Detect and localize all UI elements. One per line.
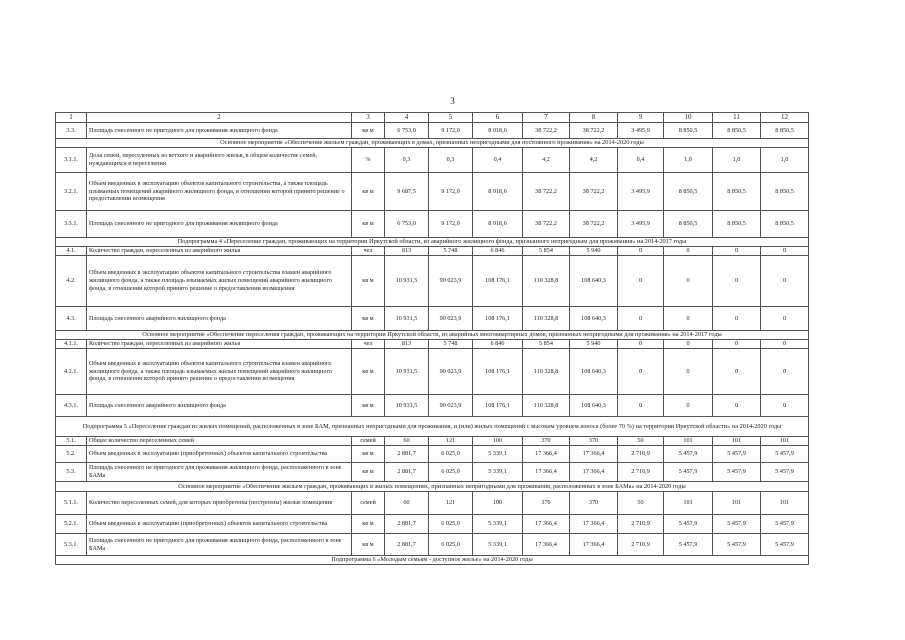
unit-cell: кв м xyxy=(352,446,385,463)
value-cell: 101 xyxy=(713,437,761,446)
value-cell: 1,0 xyxy=(664,148,713,173)
value-cell: 90 023,9 xyxy=(429,349,473,395)
value-cell: 5 457,9 xyxy=(664,446,713,463)
value-cell: 8 850,5 xyxy=(664,211,713,238)
header-cell: 5 xyxy=(429,113,473,123)
value-cell: 8 018,6 xyxy=(473,123,523,139)
indicator-name: Общее количество переселенных семей xyxy=(87,437,352,446)
value-cell: 5 457,9 xyxy=(664,515,713,534)
value-cell: 17 366,4 xyxy=(570,534,618,556)
value-cell: 5 339,1 xyxy=(473,534,523,556)
value-cell: 38 722,2 xyxy=(523,211,570,238)
value-cell: 0 xyxy=(713,247,761,256)
section-title: Подпрограмма 4 «Переселение граждан, проживающих на территории Иркутской области, из аварийного жилищного фонда, признанного непригодным для проживания» на 2014-2017 годы xyxy=(56,238,809,247)
value-cell: 5 854 xyxy=(523,247,570,256)
section-banner-row xyxy=(56,139,809,148)
table-row xyxy=(56,446,809,463)
value-cell: 60 xyxy=(385,437,429,446)
value-cell: 1,0 xyxy=(713,148,761,173)
value-cell: 1,0 xyxy=(761,148,809,173)
row-number: 5.3. xyxy=(56,463,87,482)
value-cell: 5 457,9 xyxy=(713,515,761,534)
value-cell: 6 025,0 xyxy=(429,515,473,534)
unit-cell: кв м xyxy=(352,349,385,395)
value-cell: 90 023,9 xyxy=(429,307,473,331)
value-cell: 0 xyxy=(664,349,713,395)
indicator-name: Количество граждан, переселенных из аварийного жилья xyxy=(87,247,352,256)
value-cell: 9 172,0 xyxy=(429,123,473,139)
header-cell: 10 xyxy=(664,113,713,123)
value-cell: 38 722,2 xyxy=(523,173,570,211)
indicator-name: Площадь снесенного аварийного жилищного фонда xyxy=(87,395,352,417)
value-cell: 8 850,5 xyxy=(761,173,809,211)
value-cell: 8 018,6 xyxy=(473,211,523,238)
value-cell: 6 753,0 xyxy=(385,123,429,139)
value-cell: 0 xyxy=(664,395,713,417)
value-cell: 5 457,9 xyxy=(761,534,809,556)
value-cell: 110 328,8 xyxy=(523,349,570,395)
table-row xyxy=(56,123,809,139)
section-title: Основное мероприятие «Обеспечение жильем граждан, проживающих в домах, признанных непригодными для постоянного проживания» на 2014-2020 годы xyxy=(56,139,809,148)
header-cell: 3 xyxy=(352,113,385,123)
unit-cell: кв м xyxy=(352,123,385,139)
value-cell: 5 339,1 xyxy=(473,463,523,482)
value-cell: 101 xyxy=(761,492,809,515)
value-cell: 5 457,9 xyxy=(713,534,761,556)
value-cell: 370 xyxy=(570,492,618,515)
header-cell: 4 xyxy=(385,113,429,123)
value-cell: 10 931,5 xyxy=(385,349,429,395)
value-cell: 3 495,9 xyxy=(618,173,664,211)
value-cell: 5 457,9 xyxy=(761,515,809,534)
value-cell: 5 854 xyxy=(523,340,570,349)
indicator-name: Площадь снесенного не пригодного для проживания жилищного фонда xyxy=(87,211,352,238)
row-number: 5.2.1. xyxy=(56,515,87,534)
value-cell: 8 850,5 xyxy=(761,123,809,139)
value-cell: 17 366,4 xyxy=(570,446,618,463)
unit-cell: кв м xyxy=(352,463,385,482)
header-cell: 11 xyxy=(713,113,761,123)
row-number: 4.3. xyxy=(56,307,87,331)
value-cell: 3 495,9 xyxy=(618,123,664,139)
value-cell: 0 xyxy=(713,340,761,349)
unit-cell: кв м xyxy=(352,307,385,331)
value-cell: 10 931,5 xyxy=(385,307,429,331)
section-banner-row xyxy=(56,556,809,565)
row-number: 5.2. xyxy=(56,446,87,463)
value-cell: 38 722,2 xyxy=(523,123,570,139)
row-number: 4.1.1. xyxy=(56,340,87,349)
value-cell: 6 025,0 xyxy=(429,463,473,482)
unit-cell: кв м xyxy=(352,515,385,534)
unit-cell: семей xyxy=(352,492,385,515)
value-cell: 0 xyxy=(713,349,761,395)
row-number: 4.2. xyxy=(56,256,87,307)
value-cell: 100 xyxy=(473,492,523,515)
section-banner-row xyxy=(56,331,809,340)
value-cell: 17 366,4 xyxy=(570,463,618,482)
value-cell: 0 xyxy=(664,256,713,307)
header-cell: 7 xyxy=(523,113,570,123)
value-cell: 6 025,0 xyxy=(429,446,473,463)
value-cell: 370 xyxy=(523,437,570,446)
value-cell: 5 457,9 xyxy=(761,446,809,463)
row-number: 5.3.1. xyxy=(56,534,87,556)
value-cell: 5 457,9 xyxy=(761,463,809,482)
indicator-name: Площадь снесенного аварийного жилищного фонда xyxy=(87,307,352,331)
value-cell: 10 931,5 xyxy=(385,395,429,417)
value-cell: 370 xyxy=(570,437,618,446)
value-cell: 8 850,5 xyxy=(713,211,761,238)
value-cell: 0 xyxy=(761,340,809,349)
value-cell: 38 722,2 xyxy=(570,173,618,211)
table-row xyxy=(56,349,809,395)
value-cell: 17 366,4 xyxy=(523,534,570,556)
value-cell: 108 176,1 xyxy=(473,395,523,417)
value-cell: 5 339,1 xyxy=(473,446,523,463)
value-cell: 110 328,8 xyxy=(523,256,570,307)
value-cell: 6 846 xyxy=(473,247,523,256)
value-cell: 0 xyxy=(664,247,713,256)
section-title: Основное мероприятие «Обеспечение жильем граждан, проживающих в жилых помещениях, признанных непригодными для проживания, расположенных в зоне БАМа» на 2014-2020 годы xyxy=(56,482,809,492)
value-cell: 38 722,2 xyxy=(570,123,618,139)
value-cell: 0,3 xyxy=(385,148,429,173)
unit-cell: кв м xyxy=(352,211,385,238)
row-number: 3.3.1. xyxy=(56,211,87,238)
value-cell: 0 xyxy=(618,256,664,307)
value-cell: 101 xyxy=(664,492,713,515)
value-cell: 100 xyxy=(473,437,523,446)
value-cell: 108 640,3 xyxy=(570,395,618,417)
header-cell: 8 xyxy=(570,113,618,123)
value-cell: 5 457,9 xyxy=(664,534,713,556)
value-cell: 3 495,9 xyxy=(618,211,664,238)
value-cell: 9 172,0 xyxy=(429,211,473,238)
header-cell: 6 xyxy=(473,113,523,123)
value-cell: 121 xyxy=(429,492,473,515)
value-cell: 17 366,4 xyxy=(523,463,570,482)
header-cell: 12 xyxy=(761,113,809,123)
table-row xyxy=(56,173,809,211)
value-cell: 9 172,0 xyxy=(429,173,473,211)
value-cell: 5 457,9 xyxy=(713,446,761,463)
indicator-name: Площадь снесенного не пригодного для проживания жилищного фонда xyxy=(87,123,352,139)
row-number: 3.3. xyxy=(56,123,87,139)
table-row xyxy=(56,492,809,515)
row-number: 4.3.1. xyxy=(56,395,87,417)
value-cell: 2 710,9 xyxy=(618,515,664,534)
value-cell: 2 710,9 xyxy=(618,534,664,556)
value-cell: 110 328,8 xyxy=(523,395,570,417)
unit-cell: семей xyxy=(352,437,385,446)
value-cell: 9 687,5 xyxy=(385,173,429,211)
table-row xyxy=(56,211,809,238)
value-cell: 17 366,4 xyxy=(523,446,570,463)
table-body xyxy=(56,113,809,565)
indicator-name: Площадь снесенного не пригодного для проживания жилищного фонда, расположенного в зоне БАМа xyxy=(87,534,352,556)
unit-cell: кв м xyxy=(352,534,385,556)
value-cell: 108 640,3 xyxy=(570,256,618,307)
value-cell: 0 xyxy=(618,247,664,256)
table-row xyxy=(56,307,809,331)
value-cell: 121 xyxy=(429,437,473,446)
table-row xyxy=(56,437,809,446)
value-cell: 17 366,4 xyxy=(523,515,570,534)
value-cell: 50 xyxy=(618,492,664,515)
value-cell: 108 176,1 xyxy=(473,349,523,395)
value-cell: 2 710,9 xyxy=(618,463,664,482)
value-cell: 108 176,1 xyxy=(473,307,523,331)
value-cell: 0,4 xyxy=(618,148,664,173)
value-cell: 60 xyxy=(385,492,429,515)
indicator-name: Количество граждан, переселенных из аварийного жилья xyxy=(87,340,352,349)
value-cell: 101 xyxy=(664,437,713,446)
value-cell: 4,2 xyxy=(523,148,570,173)
value-cell: 0 xyxy=(761,256,809,307)
value-cell: 813 xyxy=(385,247,429,256)
page-number: 3 xyxy=(450,96,455,106)
value-cell: 0 xyxy=(618,395,664,417)
header-row xyxy=(56,113,809,123)
unit-cell: кв м xyxy=(352,173,385,211)
unit-cell: чел xyxy=(352,247,385,256)
value-cell: 5 940 xyxy=(570,247,618,256)
indicator-name: Объем введенных в эксплуатацию (приобретенных) объектов капитального строительства xyxy=(87,446,352,463)
value-cell: 0 xyxy=(761,349,809,395)
indicator-name: Объем введенных в эксплуатацию объектов капитального строительства, а также площадь изымаемых помещений аварийного жилищного фонда, в отношении которой принято решение о предоставлении возмещения xyxy=(87,173,352,211)
table-row xyxy=(56,247,809,256)
value-cell: 5 940 xyxy=(570,340,618,349)
row-number: 5.1.1. xyxy=(56,492,87,515)
header-cell: 1 xyxy=(56,113,87,123)
value-cell: 8 850,5 xyxy=(713,123,761,139)
value-cell: 2 710,9 xyxy=(618,446,664,463)
row-number: 4.2.1. xyxy=(56,349,87,395)
header-cell: 9 xyxy=(618,113,664,123)
indicator-name: Доля семей, переселенных из ветхого и аварийного жилья, в общем количестве семей, нуждающихся в переселении xyxy=(87,148,352,173)
table-row xyxy=(56,340,809,349)
indicators-table xyxy=(55,112,809,565)
value-cell: 101 xyxy=(761,437,809,446)
value-cell: 813 xyxy=(385,340,429,349)
value-cell: 6 025,0 xyxy=(429,534,473,556)
value-cell: 108 176,1 xyxy=(473,256,523,307)
value-cell: 5 748 xyxy=(429,247,473,256)
value-cell: 5 748 xyxy=(429,340,473,349)
section-title: Подпрограмма 6 «Молодым семьям - доступное жилье» на 2014-2020 годы xyxy=(56,556,809,565)
unit-cell: кв м xyxy=(352,395,385,417)
value-cell: 0 xyxy=(618,349,664,395)
row-number: 3.1.1. xyxy=(56,148,87,173)
section-banner-row xyxy=(56,238,809,247)
indicator-name: Объем введенных в эксплуатацию объектов капитального строительства взамен аварийного жилищного фонда, а также площадь изымаемых жилых помещений аварийного жилищного фонда, в отношении которой принято решение о предоставлении возмещения xyxy=(87,256,352,307)
table-row xyxy=(56,534,809,556)
value-cell: 0,4 xyxy=(473,148,523,173)
value-cell: 8 018,6 xyxy=(473,173,523,211)
value-cell: 0 xyxy=(664,340,713,349)
value-cell: 2 881,7 xyxy=(385,534,429,556)
value-cell: 90 023,9 xyxy=(429,256,473,307)
header-cell: 2 xyxy=(87,113,352,123)
value-cell: 10 931,5 xyxy=(385,256,429,307)
value-cell: 108 640,3 xyxy=(570,349,618,395)
table-row xyxy=(56,515,809,534)
value-cell: 101 xyxy=(713,492,761,515)
value-cell: 0 xyxy=(713,307,761,331)
value-cell: 4,2 xyxy=(570,148,618,173)
row-number: 5.1. xyxy=(56,437,87,446)
value-cell: 6 753,0 xyxy=(385,211,429,238)
value-cell: 0 xyxy=(713,256,761,307)
value-cell: 0,3 xyxy=(429,148,473,173)
value-cell: 110 328,8 xyxy=(523,307,570,331)
section-banner-row xyxy=(56,482,809,492)
value-cell: 38 722,2 xyxy=(570,211,618,238)
row-number: 4.1. xyxy=(56,247,87,256)
value-cell: 5 457,9 xyxy=(664,463,713,482)
indicator-name: Площадь снесенного не пригодного для проживания жилищного фонда, расположенного в зоне БАМа xyxy=(87,463,352,482)
value-cell: 8 850,5 xyxy=(761,211,809,238)
section-title: Основное мероприятие «Обеспечение переселения граждан, проживающих на территории Иркутской области, из аварийных многоквартирных домов, признанных непригодными для проживания» на 2014-2017 годы xyxy=(56,331,809,340)
value-cell: 8 850,5 xyxy=(664,173,713,211)
table-row xyxy=(56,148,809,173)
value-cell: 17 366,4 xyxy=(570,515,618,534)
indicator-name: Объем введенных в эксплуатацию (приобретенных) объектов капитального строительства xyxy=(87,515,352,534)
value-cell: 0 xyxy=(618,307,664,331)
indicator-name: Объем введенных в эксплуатацию объектов капитального строительства взамен аварийного жилищного фонда, а также площадь изымаемых жилых помещений аварийного жилищного фонда, в отношении которой принято решение о предоставлении возмещения xyxy=(87,349,352,395)
unit-cell: чел xyxy=(352,340,385,349)
value-cell: 2 881,7 xyxy=(385,463,429,482)
value-cell: 0 xyxy=(664,307,713,331)
value-cell: 0 xyxy=(761,247,809,256)
value-cell: 0 xyxy=(761,395,809,417)
value-cell: 2 881,7 xyxy=(385,446,429,463)
value-cell: 8 850,5 xyxy=(664,123,713,139)
value-cell: 6 846 xyxy=(473,340,523,349)
value-cell: 0 xyxy=(713,395,761,417)
value-cell: 0 xyxy=(761,307,809,331)
value-cell: 50 xyxy=(618,437,664,446)
value-cell: 8 850,5 xyxy=(713,173,761,211)
table-row xyxy=(56,256,809,307)
indicator-name: Количество переселенных семей, для которых приобретены (построены) жилые помещения xyxy=(87,492,352,515)
row-number: 3.2.1. xyxy=(56,173,87,211)
value-cell: 370 xyxy=(523,492,570,515)
value-cell: 5 339,1 xyxy=(473,515,523,534)
value-cell: 108 640,3 xyxy=(570,307,618,331)
value-cell: 90 023,9 xyxy=(429,395,473,417)
value-cell: 5 457,9 xyxy=(713,463,761,482)
value-cell: 0 xyxy=(618,340,664,349)
unit-cell: % xyxy=(352,148,385,173)
table-row xyxy=(56,463,809,482)
unit-cell: кв м xyxy=(352,256,385,307)
section-title: Подпрограмма 5 «Переселение граждан из жилых помещений, расположенных в зоне БАМ, признанных непригодными для проживания, и (или) жилых помещений с высоким уровнем износа (более 70 %) на территории Иркутской области» на 2014-2020 годы xyxy=(56,417,809,437)
section-banner-row xyxy=(56,417,809,437)
value-cell: 2 881,7 xyxy=(385,515,429,534)
table-row xyxy=(56,395,809,417)
